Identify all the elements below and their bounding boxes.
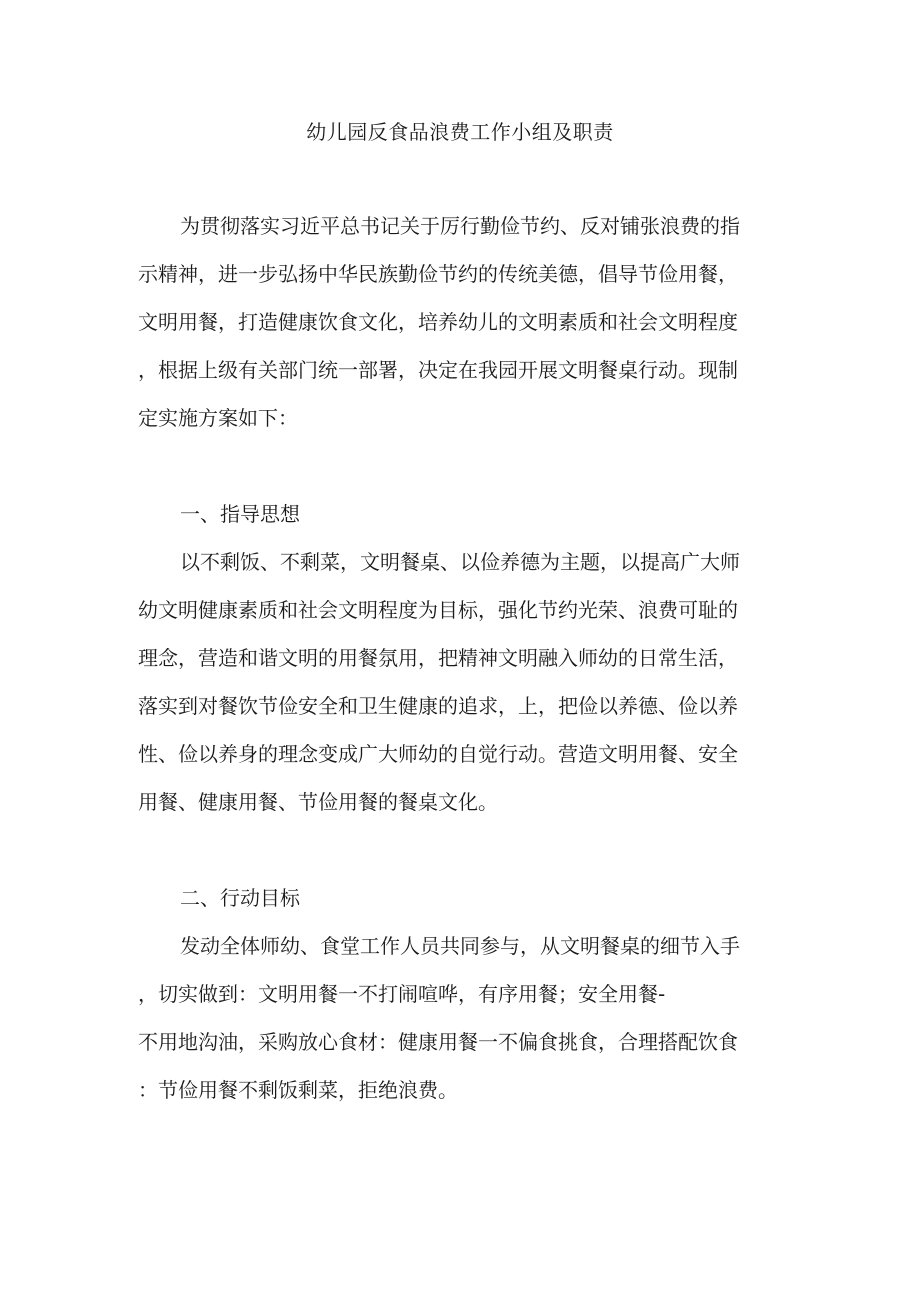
- section2-line: 不用地沟油，采购放心食材：健康用餐一不偏食挑食，合理搭配饮食: [138, 1030, 738, 1054]
- document-title: 幼儿园反食品浪费工作小组及职责: [306, 120, 614, 144]
- intro-line: ，根据上级有关部门统一部署，决定在我园开展文明餐桌行动。现制: [138, 358, 738, 382]
- section-heading-guiding-ideology: 一、指导思想: [180, 502, 300, 526]
- section1-line: 用餐、健康用餐、节俭用餐的餐桌文化。: [138, 790, 498, 814]
- section1-line: 理念，营造和谐文明的用餐氛用，把精神文明融入师幼的日常生活，: [138, 646, 738, 670]
- section-heading-action-goals: 二、行动目标: [180, 886, 300, 910]
- section1-line: 以不剩饭、不剩菜，文明餐桌、以俭养德为主题，以提高广大师: [180, 550, 740, 574]
- section2-line: 发动全体师幼、食堂工作人员共同参与，从文明餐桌的细节入手: [180, 934, 740, 958]
- section1-line: 幼文明健康素质和社会文明程度为目标，强化节约光荣、浪费可耻的: [138, 598, 738, 622]
- section2-line: ：节俭用餐不剩饭剩菜，拒绝浪费。: [138, 1078, 458, 1102]
- intro-line: 文明用餐，打造健康饮食文化，培养幼儿的文明素质和社会文明程度: [138, 310, 738, 334]
- section2-line: ，切实做到：文明用餐一不打闹喧哗，有序用餐；安全用餐-: [138, 982, 666, 1006]
- intro-line: 示精神，进一步弘扬中华民族勤俭节约的传统美德，倡导节俭用餐，: [138, 262, 738, 286]
- section1-line: 落实到对餐饮节俭安全和卫生健康的追求，上，把俭以养德、俭以养: [138, 694, 738, 718]
- section1-line: 性、俭以养身的理念变成广大师幼的自觉行动。营造文明用餐、安全: [138, 742, 738, 766]
- intro-line: 为贯彻落实习近平总书记关于厉行勤俭节约、反对铺张浪费的指: [180, 214, 740, 238]
- intro-line: 定实施方案如下：: [138, 406, 298, 430]
